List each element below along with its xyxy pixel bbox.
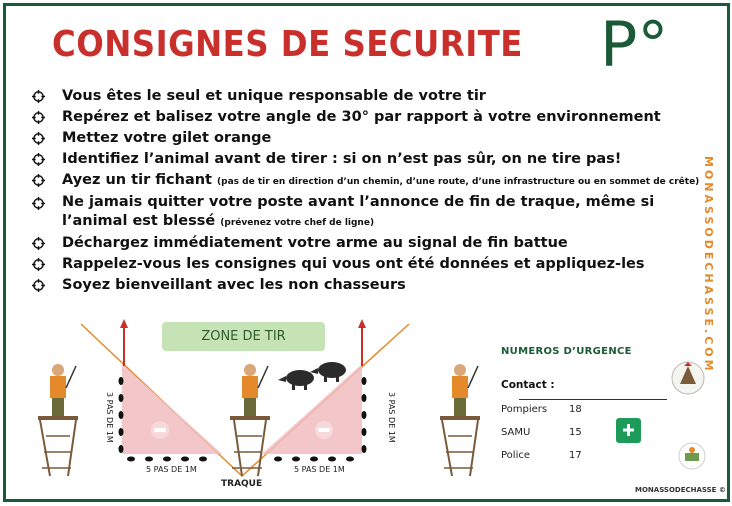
emergency-title: NUMEROS D’URGENCE [501,346,632,357]
steps-vertical-left: 3 PAS DE 1M [105,392,114,443]
phone-row [501,450,582,461]
page-title: CONSIGNES DE SECURITE [52,24,523,65]
rule-text: Soyez bienveillant avec les non chasseurs [62,277,406,293]
shooting-zone-label: ZONE DE TIR [162,322,325,351]
contact-row [501,379,711,403]
rule-text: Identifiez l’animal avant de tirer : si on n’est pas sûr, on ne tire pas! [62,151,622,167]
service-name: Pompiers [501,404,548,415]
steps-vertical-right: 3 PAS DE 1M [387,392,396,443]
no-entry-icon [151,421,169,439]
rule-text: Ne jamais quitter votre poste avant l’annonce de fin de traque, même si l’animal est blessé [62,194,655,229]
hunter-stand-icon [440,364,480,476]
rule-text: Mettez votre gilet orange [62,130,272,146]
forbidden-zone [122,364,222,454]
association-seal-icon [679,443,705,469]
service-number: 17 [569,450,582,461]
drive-label: TRAQUE [221,479,263,489]
rule-text: Rappelez-vous les consignes qui vous ont été données et appliquez-les [62,256,645,272]
rule-note: (prévenez votre chef de ligne) [220,218,375,228]
contact-label: Contact : [501,379,555,391]
wild-boar-icon [278,362,346,390]
rule-text: Ayez un tir fichant [62,172,212,188]
service-name: SAMU [501,427,531,438]
steps-horizontal-left: 5 PAS DE 1M [146,465,197,474]
rule-text: Déchargez immédiatement votre arme au signal de fin battue [62,235,568,251]
hunter-stand-icon [38,364,78,476]
steps-horizontal-right: 5 PAS DE 1M [294,465,345,474]
service-number: 18 [569,404,582,415]
safety-sign [3,3,730,502]
shooting-diagram [6,6,727,499]
footer-brand: MONASSODECHASSE © [635,486,726,494]
service-name: Police [501,450,530,461]
post-number: P° [600,8,669,81]
marker-pole-icon [120,319,128,366]
rule-text: Vous êtes le seul et unique responsable de votre tir [62,88,486,104]
rule-text: Repérez et balisez votre angle de 30° par rapport à votre environnement [62,109,661,125]
phone-row [501,427,582,438]
marker-pole-icon [358,319,366,366]
contact-field [519,399,667,400]
no-entry-icon [315,421,333,439]
rule-note: (pas de tir en direction d’un chemin, d’une route, d’une infrastructure ou en sommet de crête) [217,177,700,187]
phone-row [501,404,582,415]
emergency-panel [501,346,711,461]
first-aid-icon [616,418,641,443]
service-number: 15 [569,427,582,438]
hunter-stand-icon [230,364,270,476]
side-website: MONASSODECHASSE.COM [702,156,715,374]
